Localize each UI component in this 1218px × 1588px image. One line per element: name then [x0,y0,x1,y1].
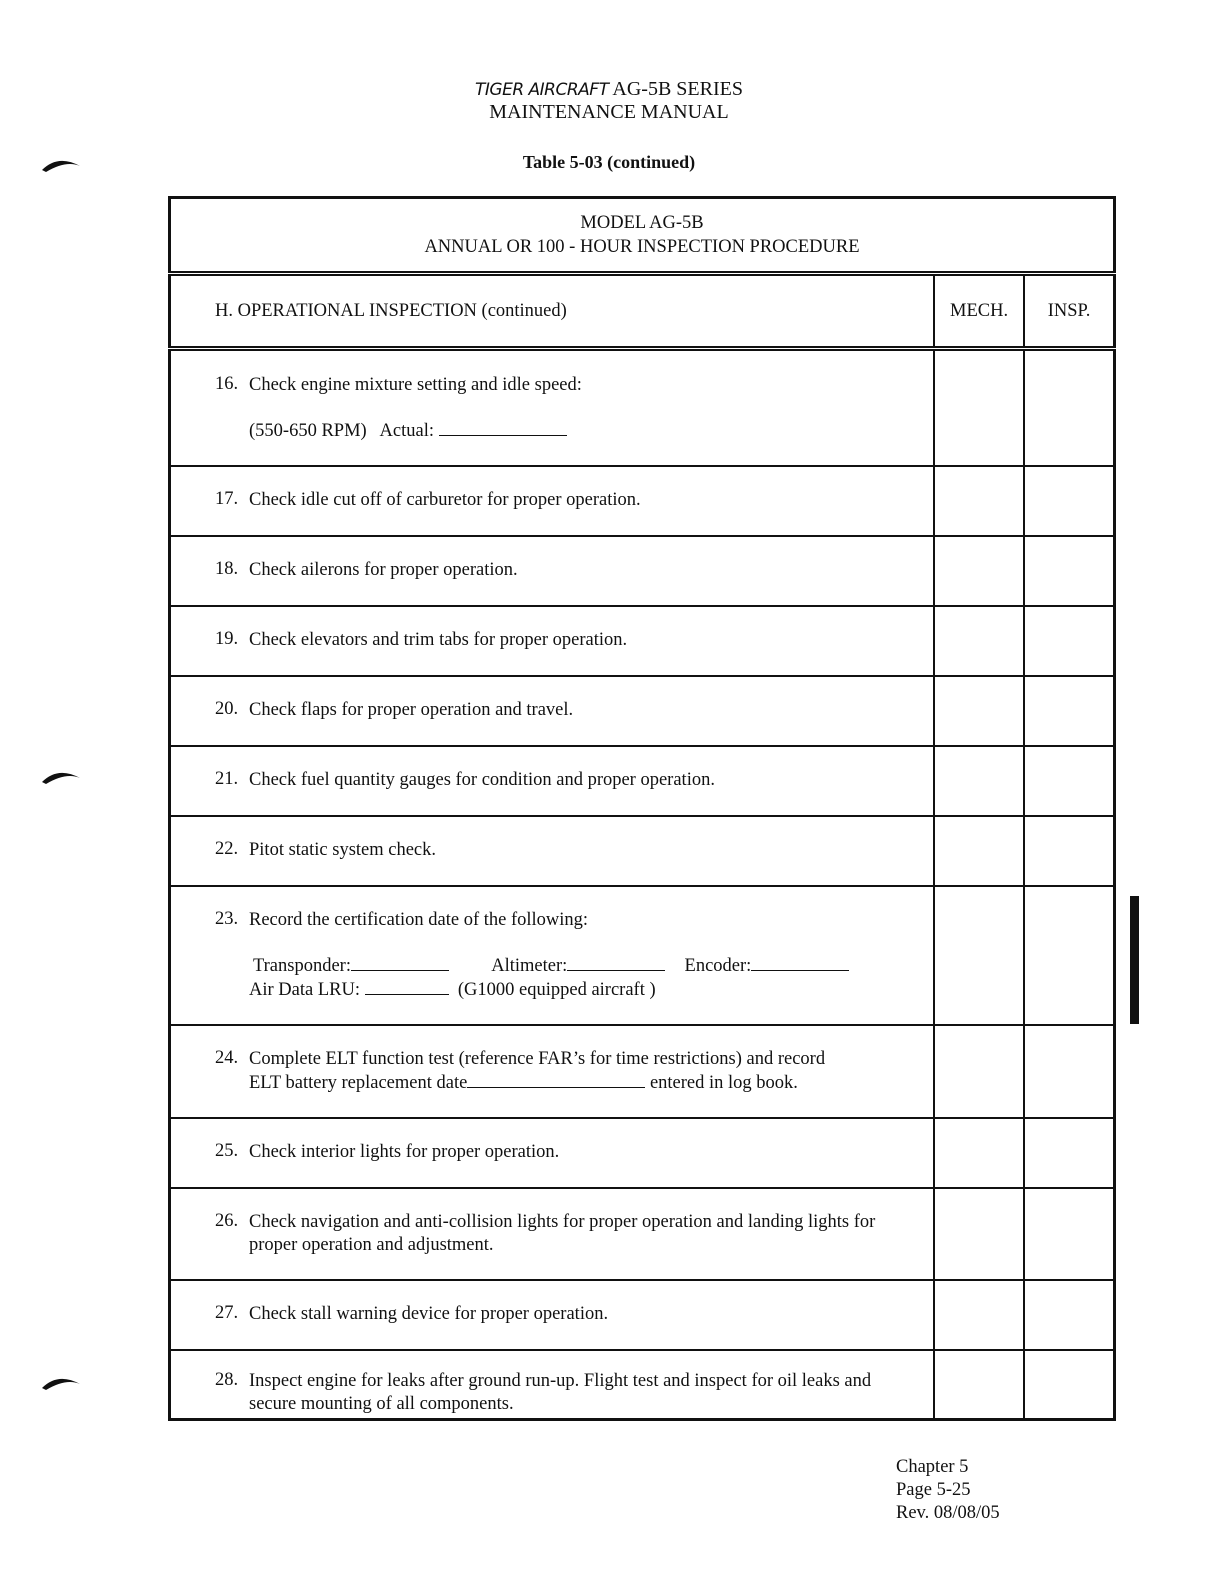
encoder-label: Encoder: [684,955,752,976]
insp-signoff-cell[interactable] [1024,606,1114,676]
mech-signoff-cell[interactable] [934,816,1024,886]
insp-signoff-cell[interactable] [1024,349,1114,466]
chapter-label: Chapter 5 [896,1457,969,1477]
elt-battery-date-blank[interactable] [467,1071,645,1088]
table-row [170,536,1115,606]
air-data-lru-label: Air Data LRU: [249,979,360,1000]
insp-column-header: INSP. [1024,274,1114,349]
punch-hole-mark [40,152,82,174]
table-row [170,349,1115,466]
model-header-cell [170,198,1115,274]
table-title: Table 5-03 (continued) [522,152,696,172]
insp-signoff-cell[interactable] [1024,886,1114,1025]
item-21: 21. Check fuel quantity gauges for condition and proper operation. [170,746,934,816]
table-row [170,1350,1115,1420]
insp-signoff-cell[interactable] [1024,1118,1114,1188]
insp-signoff-cell[interactable] [1024,1280,1114,1350]
table-row [170,1188,1115,1280]
item-19: 19. Check elevators and trim tabs for proper operation. [170,606,934,676]
actual-label: Actual: [379,420,434,441]
rpm-range: (550-650 RPM) [249,420,367,441]
mech-signoff-cell[interactable] [934,1188,1024,1280]
insp-signoff-cell[interactable] [1024,466,1114,536]
insp-signoff-cell[interactable] [1024,676,1114,746]
item-17: 17. Check idle cut off of carburetor for proper operation. [170,466,934,536]
table-row [170,1025,1115,1118]
item-28: 28. Inspect engine for leaks after ground run-up. Flight test and inspect for oil leaks and secure mounting of all components. [170,1350,934,1420]
insp-signoff-cell[interactable] [1024,746,1114,816]
table-row [170,676,1115,746]
insp-signoff-cell[interactable] [1024,816,1114,886]
inspection-table [168,196,1116,1421]
insp-signoff-cell[interactable] [1024,1350,1114,1420]
model-label: MODEL AG-5B [580,213,704,233]
item-23: 23. Record the certification date of the following: Transponder: Altimeter: Encoder: Air Data LRU: (G1000 equipped aircraft ) [170,886,934,1025]
mech-signoff-cell[interactable] [934,1280,1024,1350]
item-18: 18. Check ailerons for proper operation. [170,536,934,606]
page-footer [896,1456,1000,1525]
procedure-label: ANNUAL OR 100 - HOUR INSPECTION PROCEDURE [424,237,860,257]
transponder-date-blank[interactable] [351,954,449,971]
insp-signoff-cell[interactable] [1024,1025,1114,1118]
series-label: AG-5B SERIES [612,78,743,100]
section-title: H. OPERATIONAL INSPECTION (continued) [170,274,934,349]
actual-rpm-blank[interactable] [439,419,567,436]
mech-column-header: MECH. [934,274,1024,349]
punch-hole-mark [40,1370,82,1392]
mech-signoff-cell[interactable] [934,349,1024,466]
revision-change-bar [1130,896,1139,1024]
brand-logo: TIGER AIRCRAFT [475,80,609,100]
mech-signoff-cell[interactable] [934,1118,1024,1188]
altimeter-date-blank[interactable] [567,954,665,971]
insp-signoff-cell[interactable] [1024,536,1114,606]
transponder-label: Transponder: [253,955,351,976]
table-row [170,1118,1115,1188]
table-row [170,816,1115,886]
table-row [170,466,1115,536]
mech-signoff-cell[interactable] [934,886,1024,1025]
mech-signoff-cell[interactable] [934,606,1024,676]
altimeter-label: Altimeter: [491,955,568,976]
mech-signoff-cell[interactable] [934,676,1024,746]
running-header [0,78,1218,102]
g1000-note: (G1000 equipped aircraft ) [457,979,656,1000]
punch-hole-mark [40,764,82,786]
mech-signoff-cell[interactable] [934,1025,1024,1118]
item-24: 24. Complete ELT function test (reference FAR’s for time restrictions) and record ELT battery replacement date entered in log book. [170,1025,934,1118]
item-22: 22. Pitot static system check. [170,816,934,886]
mech-signoff-cell[interactable] [934,746,1024,816]
item-16: 16. Check engine mixture setting and idle speed: (550-650 RPM) Actual: [170,349,934,466]
table-row [170,746,1115,816]
item-20: 20. Check flaps for proper operation and travel. [170,676,934,746]
encoder-date-blank[interactable] [751,954,849,971]
page-number: Page 5-25 [896,1480,971,1500]
item-25: 25. Check interior lights for proper operation. [170,1118,934,1188]
table-row [170,886,1115,1025]
item-27: 27. Check stall warning device for proper operation. [170,1280,934,1350]
insp-signoff-cell[interactable] [1024,1188,1114,1280]
table-row [170,1280,1115,1350]
mech-signoff-cell[interactable] [934,1350,1024,1420]
item-26: 26. Check navigation and anti-collision lights for proper operation and landing lights for proper operation and adjustment. [170,1188,934,1280]
mech-signoff-cell[interactable] [934,536,1024,606]
manual-title: MAINTENANCE MANUAL [489,101,729,123]
air-data-lru-date-blank[interactable] [365,978,449,995]
revision-date: Rev. 08/08/05 [896,1503,1000,1523]
mech-signoff-cell[interactable] [934,466,1024,536]
table-row [170,606,1115,676]
